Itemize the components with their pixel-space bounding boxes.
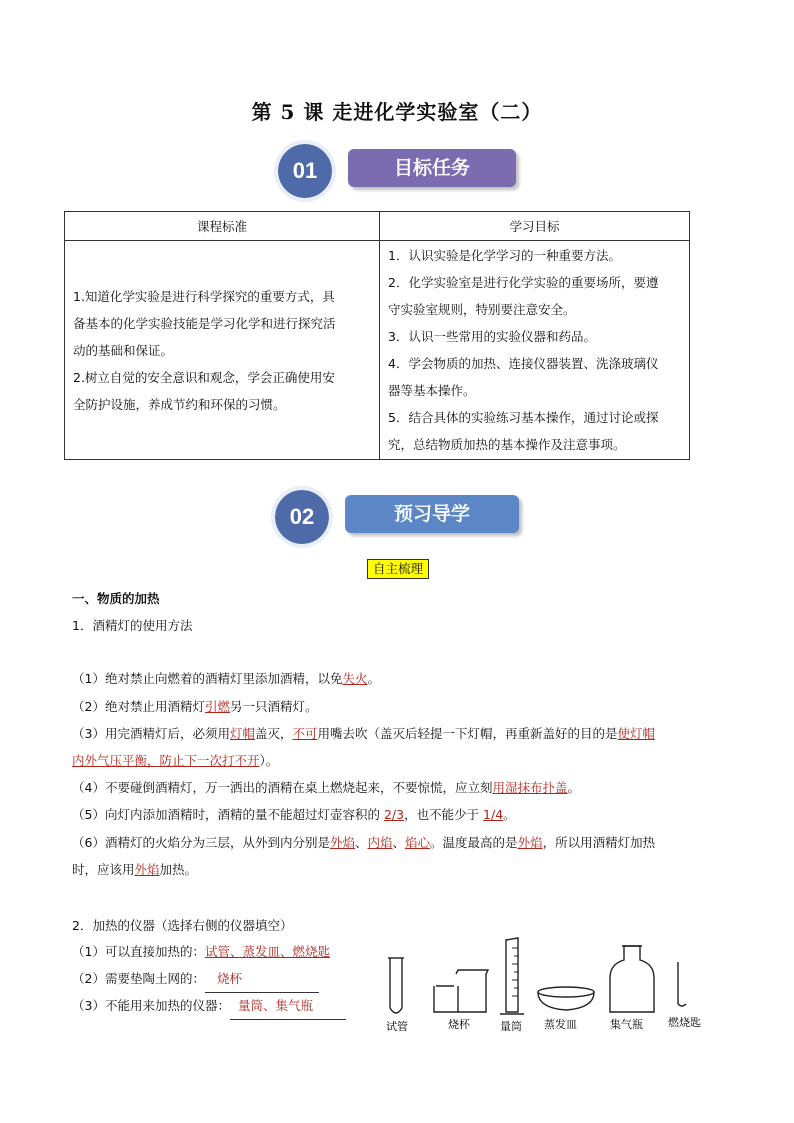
text: （1）绝对禁止向燃着的酒精灯里添加酒精，以免 (72, 671, 343, 686)
rule-item-2 (72, 693, 318, 720)
text-line: 4．学会物质的加热、连接仪器装置、洗涤玻璃仪 (388, 356, 659, 371)
answer: 引燃 (204, 699, 230, 714)
page-title: 第 5 课 走进化学实验室（二） (251, 100, 543, 124)
text: 盖灭， (254, 726, 293, 741)
text: （6）酒精灯的火焰分为三层，从外到内分别是 (72, 835, 330, 850)
answer: 不可 (292, 726, 318, 741)
text: 用嘴去吹（盖灭后轻提一下灯帽，再重新盖好的目的是 (317, 726, 618, 741)
text-line: 2．化学实验室是进行化学实验的重要场所，要遵 (388, 275, 659, 290)
text-line: 器等基本操作。 (388, 383, 476, 398)
test-tube-icon (390, 958, 402, 1013)
section-heading: 一、物质的加热 (72, 591, 160, 606)
instrument-label: 蒸发皿 (544, 1018, 577, 1031)
answer: 2/3 (383, 807, 405, 822)
text: 。 (367, 671, 380, 686)
answer: 1/4 (483, 807, 504, 822)
instrument-label: 烧杯 (448, 1018, 470, 1031)
answer: 失火 (342, 671, 368, 686)
rule-item-5 (72, 801, 516, 828)
beaker-icon (434, 986, 458, 1012)
text: 另一只酒精灯。 (229, 699, 318, 714)
answer-blank: 烧杯 (205, 965, 319, 993)
text: （2）绝对禁止用酒精灯 (72, 699, 205, 714)
text: （2）需要垫陶土网的： (72, 971, 205, 986)
answer: 内焰 (367, 835, 393, 850)
answer: 内外气压平衡，防止下一次打不开 (72, 753, 260, 768)
answer: 灯帽 (229, 726, 255, 741)
section-label: 预习导学 (345, 495, 519, 533)
text: （3）不能用来加热的仪器： (72, 998, 230, 1013)
answer: 外焰 (134, 862, 160, 877)
instrument-label: 试管 (386, 1020, 408, 1033)
section-number-badge (278, 144, 332, 198)
rule-item-6-cont (72, 856, 197, 883)
text: 。 (503, 807, 516, 822)
text-line: 究，总结物质加热的基本操作及注意事项。 (388, 437, 626, 452)
graduated-cylinder-icon (506, 938, 518, 1012)
answer: 试管、蒸发皿、燃烧匙 (204, 944, 330, 959)
answer: 用湿抹布扑盖 (492, 780, 568, 795)
text: （1）可以直接加热的： (72, 944, 205, 959)
rule-item-6 (72, 829, 655, 856)
answer: 外焰 (517, 835, 543, 850)
text: 、 (392, 835, 406, 850)
text-line: 备基本的化学实验技能是学习化学和进行探究活 (73, 315, 336, 331)
instrument-label: 燃烧匙 (668, 1016, 701, 1029)
text-line: 2.树立自觉的安全意识和观念，学会正确使用安 (73, 369, 335, 385)
beaker-icon (456, 970, 488, 1012)
gas-bottle-icon (610, 946, 654, 1012)
text: ，也不能少于 (404, 807, 484, 822)
self-study-tag: 自主梳理 (367, 559, 429, 579)
table-cell-standard (65, 241, 380, 460)
instrument-label: 量筒 (500, 1020, 522, 1033)
text: 时，应该用 (72, 862, 135, 877)
answer: 焰心 (405, 835, 431, 850)
rule-item-3 (72, 720, 655, 747)
text: 。 (567, 780, 580, 795)
rule-item-3-cont (72, 747, 278, 774)
table-row (65, 241, 690, 460)
text-line: 动的基础和保证。 (73, 342, 174, 358)
text: 。温度最高的是 (430, 835, 518, 850)
instruments-illustration (378, 934, 718, 1034)
text: （5）向灯内添加酒精时，酒精的量不能超过灯壶容积的 (72, 807, 384, 822)
goals-table (64, 211, 690, 460)
table-header-row (65, 212, 690, 241)
subheading-alcohol-lamp: 1．酒精灯的使用方法 (72, 618, 193, 633)
text-line: 全防护设施，养成节约和环保的习惯。 (73, 396, 286, 412)
answer-blank: 量筒、集气瓶 (230, 992, 346, 1020)
answer: 使灯帽 (617, 726, 656, 741)
answer: 外焰 (329, 835, 355, 850)
instrument-label: 集气瓶 (610, 1018, 643, 1031)
text: 加热。 (159, 862, 198, 877)
text-line: 1．认识实验是化学学习的一种重要方法。 (388, 248, 621, 263)
subheading-heating-instruments: 2．加热的仪器（选择右侧的仪器填空） (72, 918, 293, 933)
section-label: 目标任务 (348, 149, 516, 187)
section-number: 01 (292, 158, 318, 183)
fill-item-1 (72, 938, 330, 965)
evaporating-dish-icon (538, 992, 594, 1010)
text: （4）不要碰倒酒精灯，万一洒出的酒精在桌上燃烧起来，不要惊慌，应立刻 (72, 780, 493, 795)
rule-item-1 (72, 665, 380, 692)
section-number-badge (275, 490, 329, 544)
text: （3）用完酒精灯后，必须用 (72, 726, 230, 741)
section-banner-goals (278, 144, 518, 200)
text-line: 1.知道化学实验是进行科学探究的重要方式，具 (73, 288, 335, 304)
text-line: 5．结合具体的实验练习基本操作，通过讨论或探 (388, 410, 659, 425)
text: 、 (354, 835, 368, 850)
text: ，所以用酒精灯加热 (542, 835, 656, 850)
table-cell-objectives (380, 241, 690, 460)
table-header-standard: 课程标准 (65, 212, 380, 241)
table-header-objectives: 学习目标 (380, 212, 690, 241)
section-number: 02 (289, 504, 315, 529)
fill-item-2 (72, 965, 319, 993)
text-line: 守实验室规则，特别要注意安全。 (388, 302, 576, 317)
fill-item-3 (72, 992, 346, 1020)
rule-item-4 (72, 774, 580, 801)
text-line: 3．认识一些常用的实验仪器和药品。 (388, 329, 596, 344)
text: ）。 (259, 753, 279, 768)
section-banner-preview (275, 490, 525, 546)
